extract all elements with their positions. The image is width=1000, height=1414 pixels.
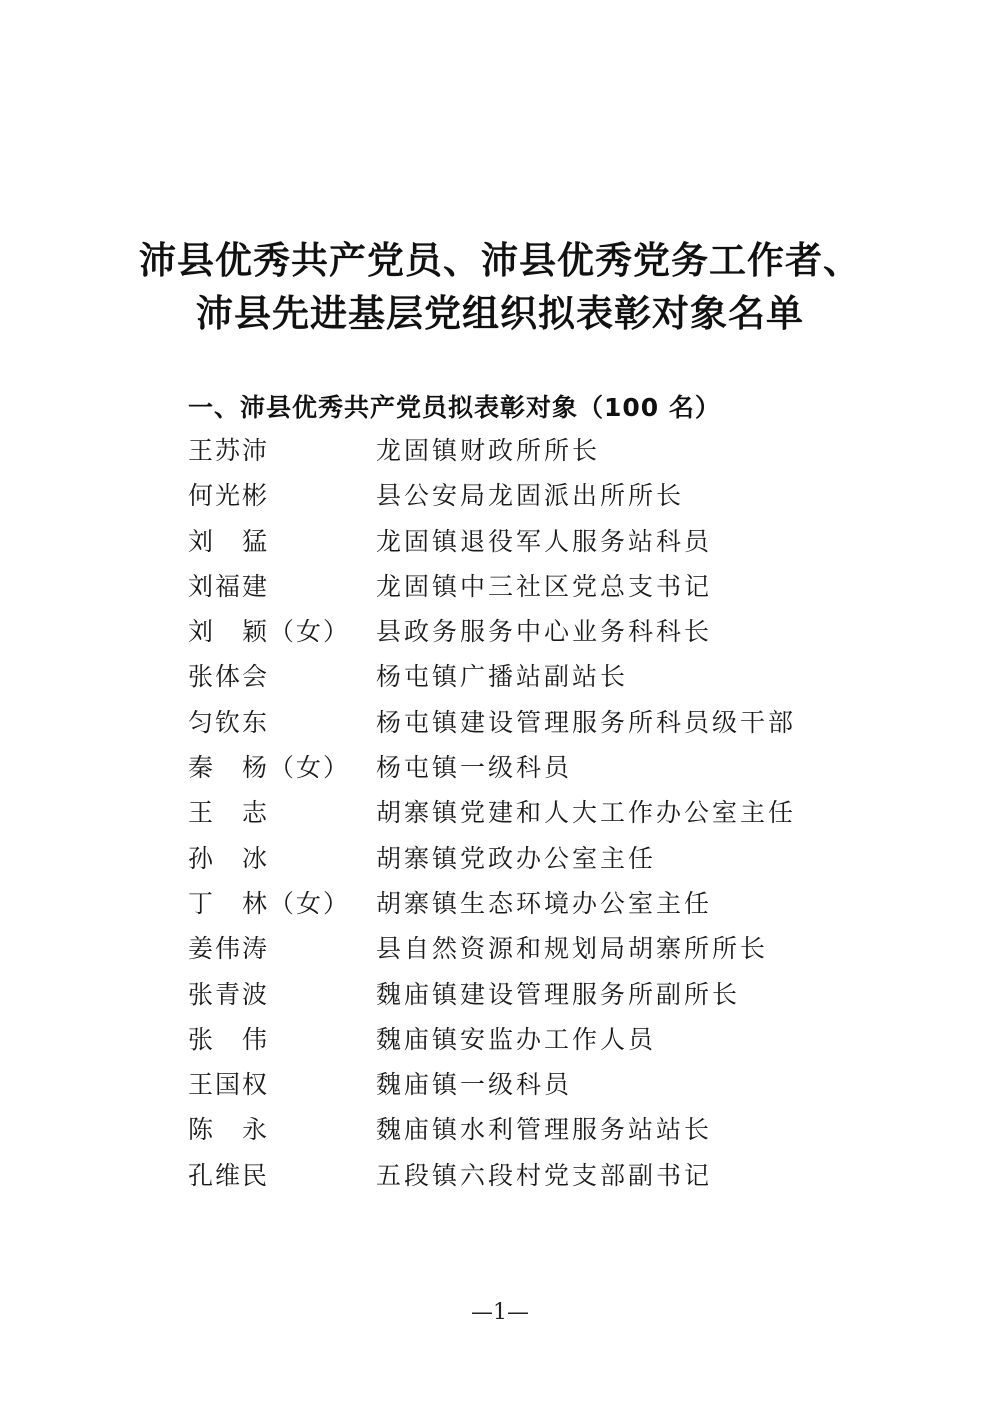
- honoree-name: 王苏沛: [188, 436, 270, 465]
- honoree-name: 孔维民: [188, 1160, 270, 1190]
- document-title-line-1: 沛县优秀共产党员、沛县优秀党务工作者、: [139, 239, 861, 282]
- section-heading: 一、沛县优秀共产党员拟表彰对象（100 名）: [188, 393, 721, 422]
- honoree-position: 胡寨镇生态环境办公室主任: [376, 888, 713, 918]
- honoree-name: 张青波: [188, 979, 270, 1009]
- honoree-position: 杨屯镇广播站副站长: [376, 662, 629, 692]
- honoree-name: 何光彬: [188, 481, 270, 511]
- honoree-name: 张体会: [188, 662, 270, 692]
- honoree-position: 魏庙镇一级科员: [376, 1070, 573, 1100]
- list-item: [188, 609, 828, 654]
- page-number: —1—: [471, 1300, 529, 1325]
- document-title-line-2: 沛县先进基层党组织拟表彰对象名单: [196, 292, 804, 335]
- honoree-position: 龙固镇财政所所长: [376, 436, 601, 465]
- list-item: [188, 926, 828, 971]
- honoree-position: 县公安局龙固派出所所长: [376, 481, 685, 511]
- list-item: [188, 1107, 828, 1152]
- honoree-name: 秦 杨（女）: [188, 753, 351, 783]
- honoree-name: 姜伟涛: [188, 934, 270, 964]
- honoree-position: 杨屯镇建设管理服务所科员级干部: [376, 707, 797, 737]
- honoree-name: 刘 颖（女）: [188, 617, 351, 647]
- honoree-name: 陈 永: [188, 1115, 270, 1145]
- list-item: [188, 564, 828, 609]
- list-item: [188, 972, 828, 1017]
- honoree-position: 魏庙镇安监办工作人员: [376, 1024, 657, 1054]
- honoree-position: 杨屯镇一级科员: [376, 753, 573, 783]
- honoree-position: 龙固镇退役军人服务站科员: [376, 526, 713, 556]
- list-item: [188, 654, 828, 699]
- list-item: [188, 836, 828, 881]
- honoree-position: 龙固镇中三社区党总支书记: [376, 571, 713, 601]
- honoree-name: 王国权: [188, 1070, 270, 1100]
- honoree-name: 王 志: [188, 798, 270, 828]
- list-item: [188, 1153, 828, 1198]
- list-item: [188, 745, 828, 790]
- honoree-name: 刘福建: [188, 571, 270, 601]
- honoree-position: 五段镇六段村党支部副书记: [376, 1160, 713, 1190]
- list-item: [188, 519, 828, 564]
- honoree-position: 魏庙镇建设管理服务所副所长: [376, 979, 741, 1009]
- honoree-position: 胡寨镇党政办公室主任: [376, 843, 657, 873]
- list-item: [188, 1062, 828, 1107]
- list-item: [188, 473, 828, 518]
- honoree-name: 张 伟: [188, 1024, 270, 1054]
- honoree-position: 县自然资源和规划局胡寨所所长: [376, 934, 769, 964]
- list-item: [188, 700, 828, 745]
- honoree-position: 县政务服务中心业务科科长: [376, 617, 713, 647]
- honoree-name: 丁 林（女）: [188, 888, 351, 918]
- list-item: [188, 1017, 828, 1062]
- honoree-position: 魏庙镇水利管理服务站站长: [376, 1115, 713, 1145]
- honoree-name: 孙 冰: [188, 843, 270, 873]
- list-item: [188, 881, 828, 926]
- list-item: [188, 790, 828, 835]
- honoree-position: 胡寨镇党建和人大工作办公室主任: [376, 798, 797, 828]
- honoree-list: [188, 428, 828, 1198]
- honoree-name: 匀钦东: [188, 707, 270, 737]
- honoree-name: 刘 猛: [188, 526, 270, 556]
- list-item: [188, 428, 828, 473]
